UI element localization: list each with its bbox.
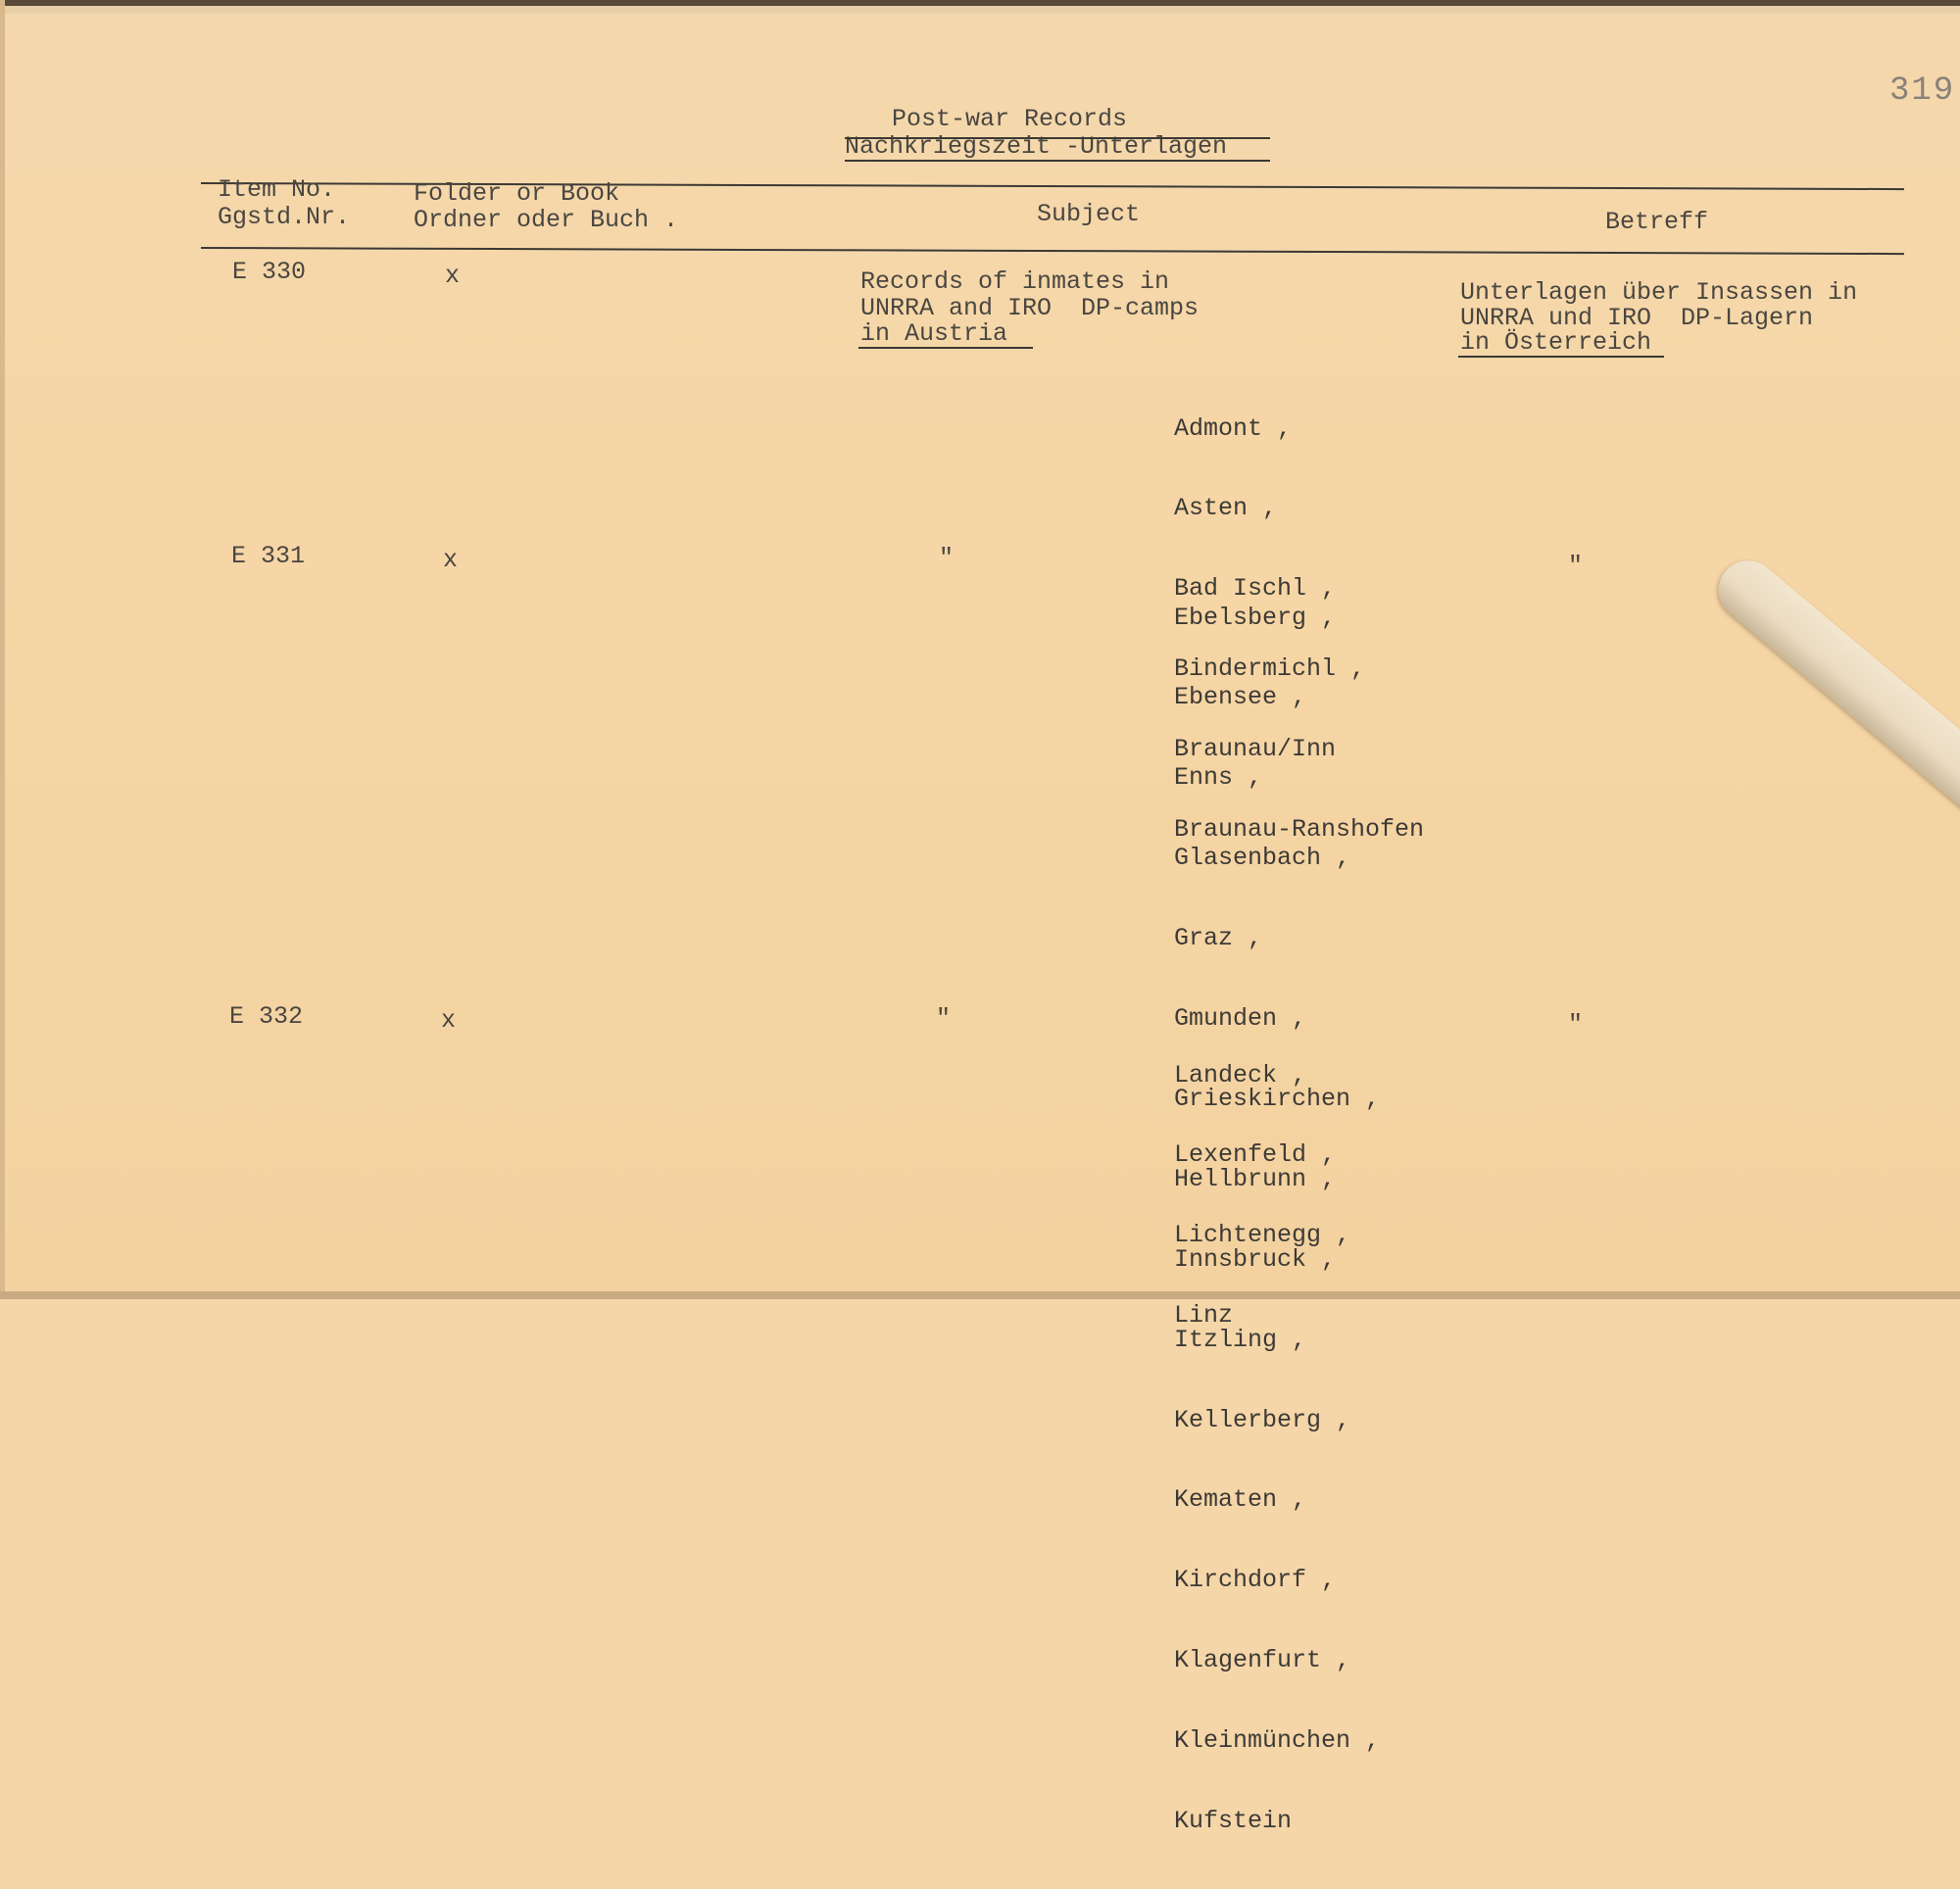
- betreff-line-2: UNRRA und IRO DP-Lagern: [1460, 304, 1814, 332]
- folder-mark-e331: x: [443, 546, 459, 574]
- place-item: Gmunden ,: [1174, 1004, 1307, 1034]
- subject-line-2: UNRRA and IRO DP-camps: [860, 294, 1200, 322]
- place-item: Admont ,: [1174, 413, 1293, 443]
- place-item: Kufstein: [1174, 1806, 1293, 1835]
- place-item: Kleinmünchen ,: [1174, 1726, 1381, 1756]
- page-number: 319: [1889, 73, 1956, 110]
- place-item: Bindermichl ,: [1174, 654, 1366, 684]
- header-item-en: Item No.: [218, 175, 336, 204]
- place-item: Graz ,: [1174, 924, 1263, 953]
- place-item: Kirchdorf ,: [1174, 1566, 1337, 1595]
- place-item: Bad Ischl ,: [1174, 574, 1337, 604]
- betreff-ditto-e331: ": [1568, 552, 1584, 580]
- place-item: Ebelsberg ,: [1174, 603, 1337, 632]
- betreff-line-3: in Österreich: [1460, 328, 1652, 357]
- place-item: Grieskirchen ,: [1174, 1084, 1381, 1113]
- item-number-e330: E 330: [232, 258, 307, 286]
- place-item: Innsbruck ,: [1174, 1244, 1337, 1274]
- subject-ditto-e332: ": [936, 1004, 952, 1033]
- title-german: Nachkriegszeit -Unterlagen: [845, 132, 1228, 161]
- scan-tweezer-shadow: [1706, 549, 1960, 858]
- header-betreff: Betreff: [1605, 208, 1709, 236]
- place-item: Klagenfurt ,: [1174, 1646, 1351, 1675]
- title-english: Post-war Records: [892, 105, 1128, 133]
- header-item-de: Ggstd.Nr.: [218, 203, 351, 231]
- header-subject: Subject: [1037, 200, 1141, 228]
- subject-line-1: Records of inmates in: [860, 267, 1170, 296]
- place-item: Linz: [1174, 1301, 1234, 1331]
- page-top-edge-inner: [0, 6, 1960, 14]
- place-item: Braunau/Inn: [1174, 735, 1337, 764]
- item-number-e332: E 332: [229, 1002, 304, 1031]
- folder-mark-e330: x: [445, 262, 461, 290]
- place-item: Itzling ,: [1174, 1325, 1307, 1354]
- item-number-e331: E 331: [231, 542, 306, 570]
- subject-line-3: in Austria: [860, 319, 1008, 348]
- place-item: Kellerberg ,: [1174, 1405, 1351, 1434]
- page-bottom-edge: [0, 1291, 1960, 1299]
- betreff-ditto-e332: ": [1568, 1010, 1584, 1039]
- page-left-edge: [0, 0, 5, 1299]
- header-folder-en: Folder or Book: [414, 179, 620, 208]
- place-item: Lichtenegg ,: [1174, 1221, 1351, 1250]
- subject-ditto-e331: ": [939, 544, 955, 572]
- place-item: Glasenbach ,: [1174, 844, 1351, 873]
- place-item: Enns ,: [1174, 763, 1263, 793]
- betreff-underline: [1458, 356, 1664, 358]
- subject-underline: [858, 347, 1033, 349]
- title-underline-1: [845, 137, 1270, 139]
- place-item: Ebensee ,: [1174, 683, 1307, 712]
- header-folder-de: Ordner oder Buch .: [414, 206, 679, 234]
- header-bottom-rule: [201, 247, 1904, 255]
- place-item: Kematen ,: [1174, 1485, 1307, 1515]
- place-item: Lexenfeld ,: [1174, 1140, 1337, 1170]
- place-item: Hellbrunn ,: [1174, 1164, 1337, 1193]
- betreff-line-1: Unterlagen über Insassen in: [1460, 278, 1858, 307]
- places-e332: [1174, 1008, 1350, 1382]
- title-underline-2: [845, 160, 1270, 162]
- folder-mark-e332: x: [441, 1006, 457, 1035]
- place-item: Braunau-Ranshofen: [1174, 815, 1425, 845]
- place-item: Asten ,: [1174, 494, 1278, 523]
- place-item: Landeck ,: [1174, 1060, 1307, 1090]
